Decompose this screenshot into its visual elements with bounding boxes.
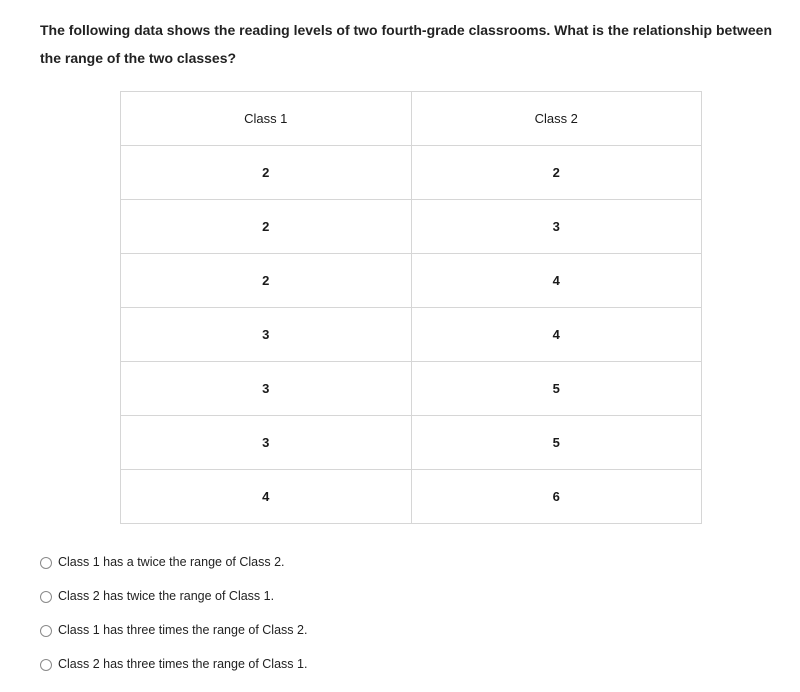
table-row: [121, 254, 702, 308]
table-row: [121, 146, 702, 200]
radio-button[interactable]: [40, 625, 52, 637]
table-cell: 2: [411, 146, 702, 200]
table-row: [121, 308, 702, 362]
table-cell: 2: [121, 254, 412, 308]
table-cell: 2: [121, 200, 412, 254]
reading-levels-table: [120, 91, 702, 524]
answer-options: [40, 545, 307, 681]
table-row: [121, 362, 702, 416]
table-header-row: [121, 92, 702, 146]
table-cell: 4: [121, 470, 412, 524]
radio-button[interactable]: [40, 591, 52, 603]
column-header-class-1: Class 1: [121, 92, 412, 146]
table-cell: 3: [411, 200, 702, 254]
column-header-class-2: Class 2: [411, 92, 702, 146]
option-label: Class 1 has a twice the range of Class 2.: [58, 555, 285, 569]
table-cell: 4: [411, 308, 702, 362]
option-label: Class 1 has three times the range of Class 2.: [58, 623, 308, 637]
table-cell: 3: [121, 362, 412, 416]
table-cell: 6: [411, 470, 702, 524]
answer-option-4[interactable]: [40, 647, 307, 681]
table-cell: 3: [121, 308, 412, 362]
radio-button[interactable]: [40, 557, 52, 569]
answer-option-1[interactable]: [40, 545, 307, 579]
question-text: The following data shows the reading levels of two fourth-grade classrooms. What is the relationship between the range of the two classes?: [40, 22, 772, 66]
table-cell: 5: [411, 362, 702, 416]
table-cell: 5: [411, 416, 702, 470]
option-label: Class 2 has twice the range of Class 1.: [58, 589, 275, 603]
table-row: [121, 416, 702, 470]
table-row: [121, 200, 702, 254]
answer-option-2[interactable]: [40, 579, 307, 613]
table-row: [121, 470, 702, 524]
table-cell: 3: [121, 416, 412, 470]
radio-button[interactable]: [40, 659, 52, 671]
answer-option-3[interactable]: [40, 613, 307, 647]
table-cell: 2: [121, 146, 412, 200]
table-cell: 4: [411, 254, 702, 308]
option-label: Class 2 has three times the range of Class 1.: [58, 657, 308, 671]
